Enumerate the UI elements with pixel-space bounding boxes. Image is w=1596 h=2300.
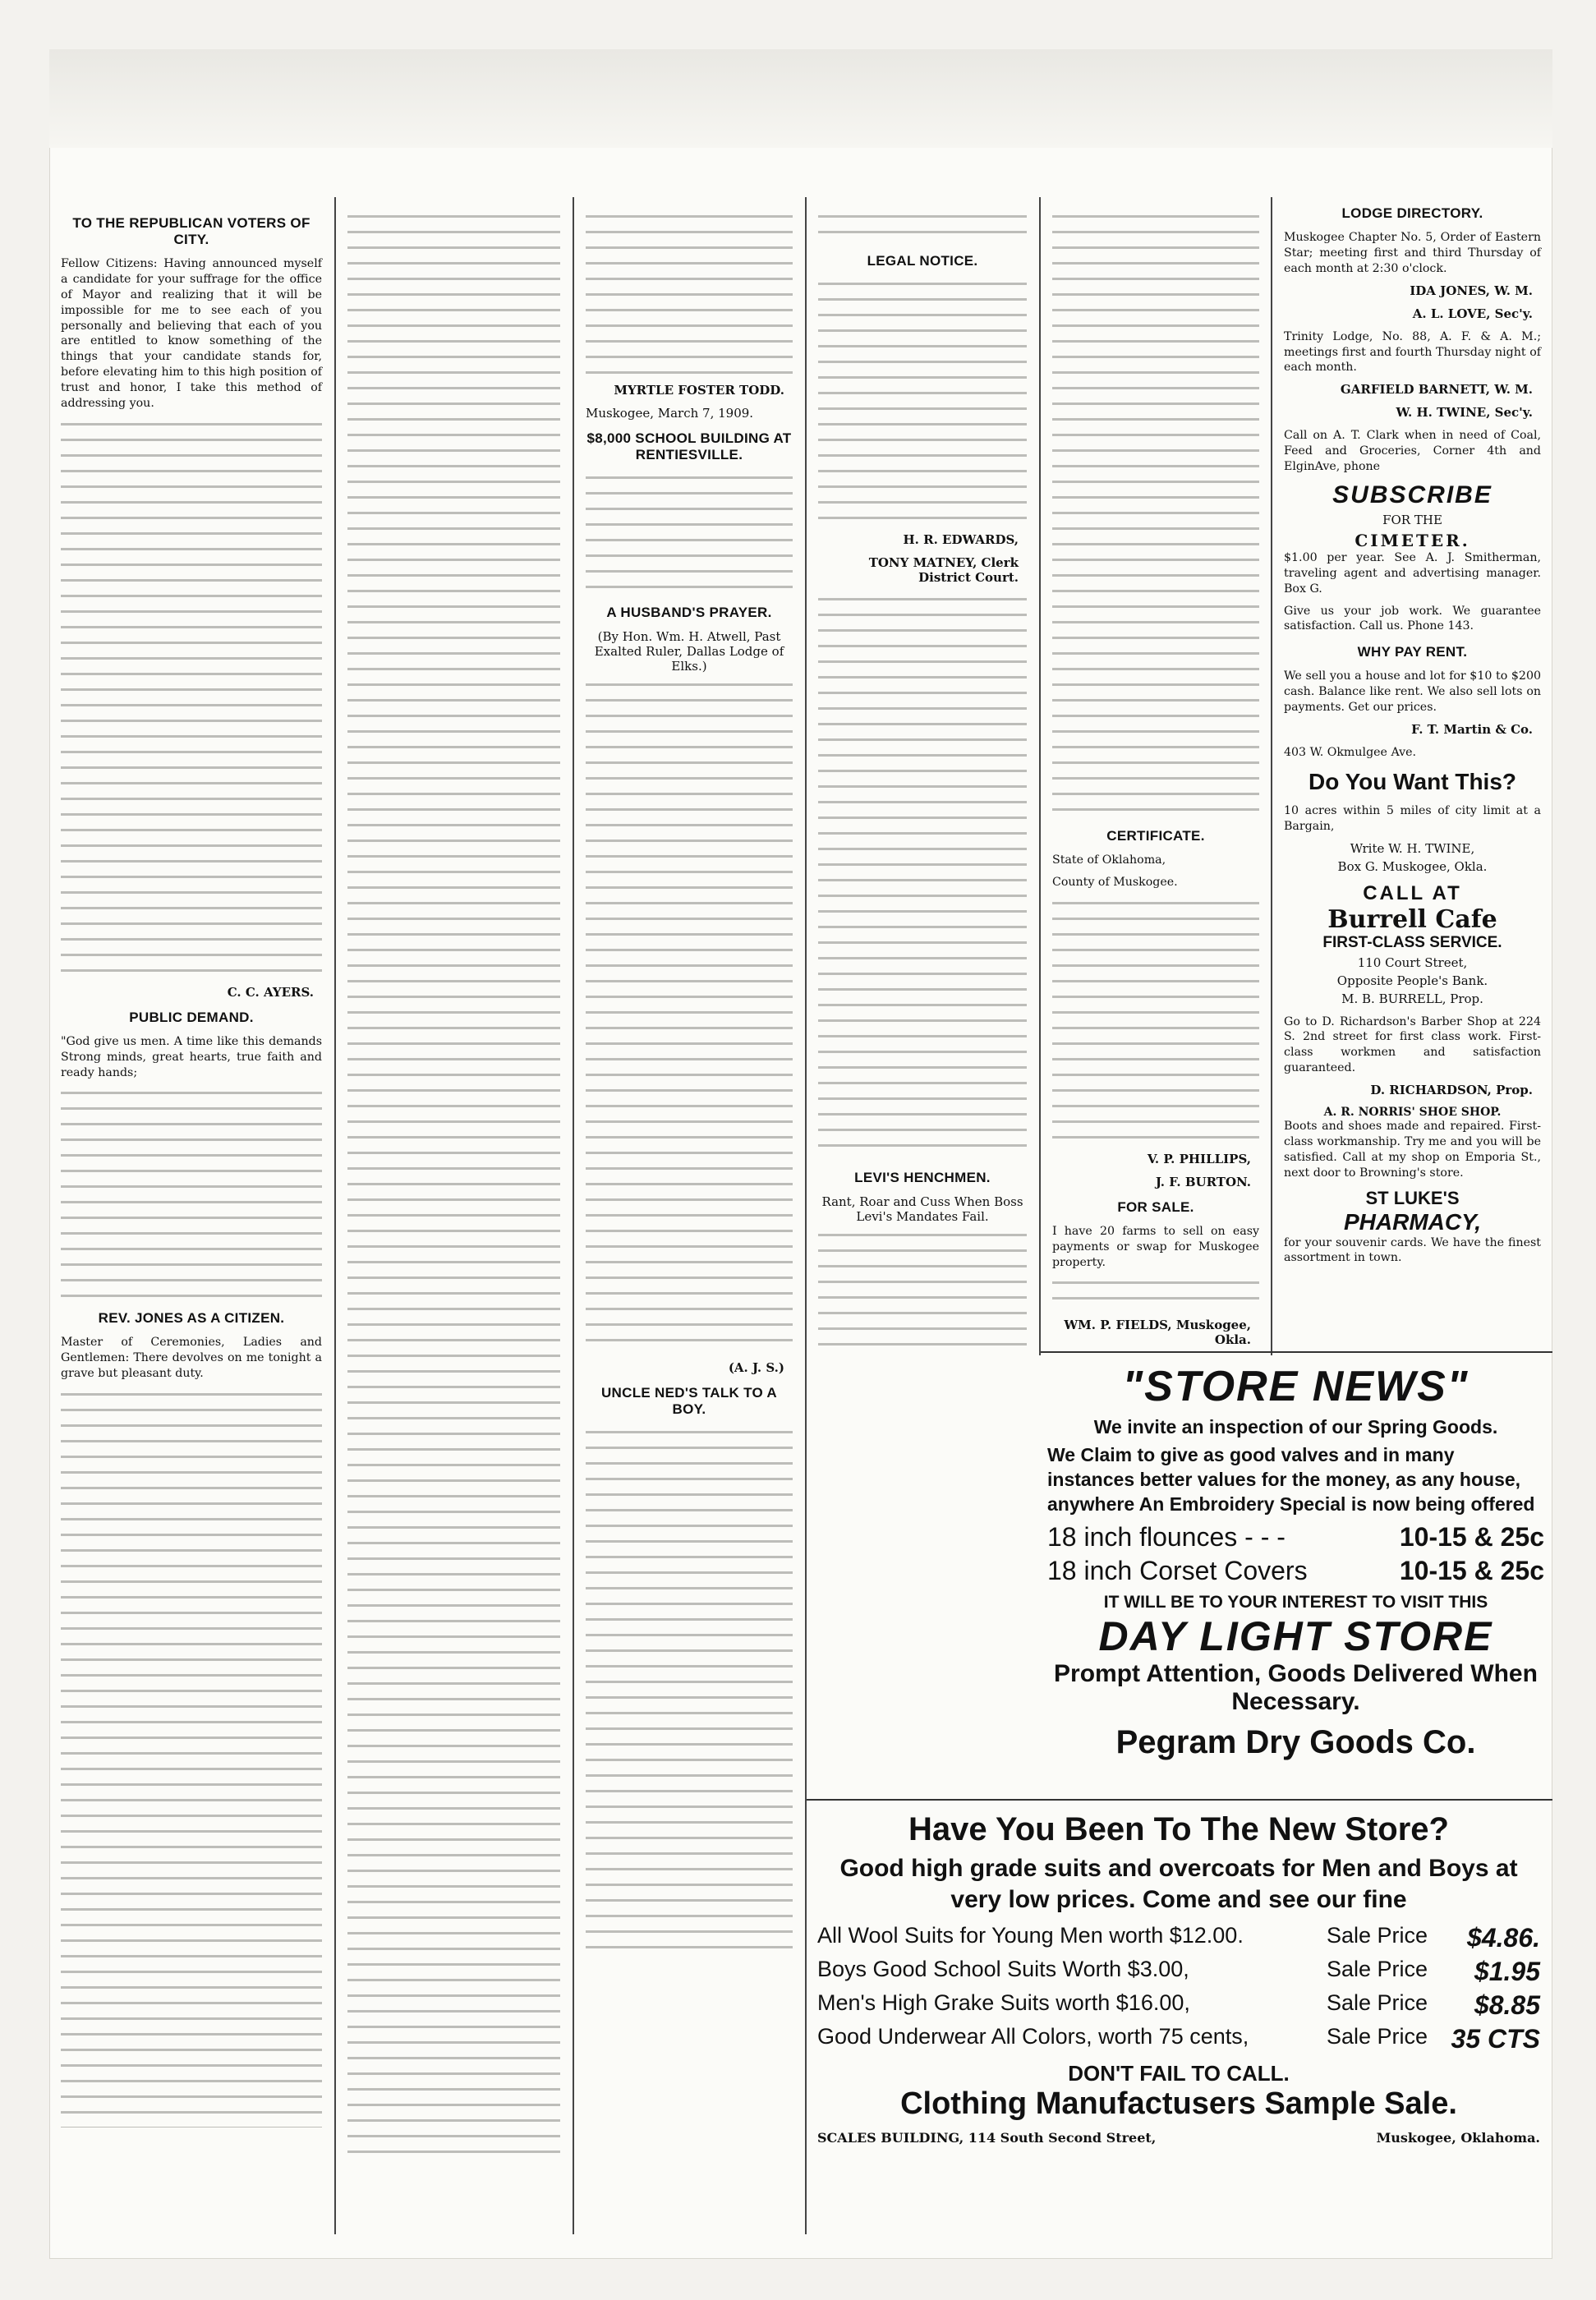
signature: TONY MATNEY, Clerk District Court. xyxy=(868,555,1019,585)
sale-label: Sale Price xyxy=(1327,1990,1428,2015)
lodge-entry: Muskogee Chapter No. 5, Order of Eastern Star; meeting first and third Thursday of each month at 2:30 o'clock. xyxy=(1284,231,1541,275)
sale-label: Sale Price xyxy=(1327,1957,1428,1981)
signature: WM. P. FIELDS, Muskogee, Okla. xyxy=(1064,1318,1251,1348)
body-text-block xyxy=(818,1229,1027,1355)
sale-price: 35 CTS xyxy=(1451,2024,1540,2054)
item-name: Boys Good School Suits Worth $3.00, xyxy=(817,1957,1189,1981)
headline: REV. JONES AS A CITIZEN. xyxy=(98,1310,285,1327)
certificate-county: County of Muskogee. xyxy=(1052,875,1178,889)
ad-address: 110 Court Street, xyxy=(1357,954,1468,970)
ad-address: 403 W. Okmulgee Ave. xyxy=(1284,745,1417,759)
ad-text: IT WILL BE TO YOUR INTEREST TO VISIT THIS xyxy=(1103,1592,1488,1612)
price-row xyxy=(817,2024,1540,2054)
ad-footer xyxy=(817,2130,1540,2146)
price-row xyxy=(817,1923,1540,1953)
headline: UNCLE NED'S TALK TO A BOY. xyxy=(600,1385,778,1417)
ad-text: for your souvenir cards. We have the finest assortment in town. xyxy=(1284,1235,1541,1265)
ad-text: We invite an inspection of our Spring Goods. xyxy=(1093,1416,1498,1438)
ad-heading: Burrell Cafe xyxy=(1327,904,1497,934)
price-row xyxy=(817,1990,1540,2021)
ad-heading: A. R. NORRIS' SHOE SHOP. xyxy=(1323,1106,1502,1119)
ad-heading: CALL AT xyxy=(1363,881,1462,904)
lodge-entry: Trinity Lodge, No. 88, A. F. & A. M.; meetings first and fourth Thursday night of each month. xyxy=(1284,329,1541,375)
body-text-block xyxy=(1052,210,1259,818)
headline: TO THE REPUBLICAN VOTERS OF CITY. xyxy=(72,215,310,247)
signature: GARFIELD BARNETT, W. M. xyxy=(1340,382,1533,398)
headline: LEVI'S HENCHMEN. xyxy=(854,1170,991,1185)
headline: A HUSBAND'S PRAYER. xyxy=(606,605,772,620)
item-price: 10-15 & 25c xyxy=(1399,1521,1544,1552)
ad-text: Call on A. T. Clark when in need of Coal, Feed and Groceries, Corner 4th and ElginAve, phone xyxy=(1284,429,1541,473)
item-name: 18 inch Corset Covers xyxy=(1047,1555,1308,1585)
ad-title: DAY LIGHT STORE xyxy=(1098,1612,1493,1659)
sale-price: $8.85 xyxy=(1474,1990,1540,2020)
column-5 xyxy=(1041,148,1271,1355)
signature: V. P. PHILLIPS, xyxy=(1147,1151,1251,1166)
price-row xyxy=(817,1957,1540,1987)
ad-store-name: Pegram Dry Goods Co. xyxy=(1115,1723,1476,1760)
item-name: Good Underwear All Colors, worth 75 cents, xyxy=(817,2024,1249,2049)
subheadline: Rant, Roar and Cuss When Boss Levi's Mandates Fail. xyxy=(821,1194,1023,1224)
ad-text: We sell you a house and lot for $10 to $200 cash. Balance like rent. We also sell lots on payments. Get our prices. xyxy=(1284,669,1541,714)
ad-text: Boots and shoes made and repaired. First-class workmanship. Try me and you will be satisfied. Call at my shop on Emporia St., next door to Browning's store. xyxy=(1284,1120,1541,1180)
body-text-block xyxy=(818,278,1027,524)
headline: WHY PAY RENT. xyxy=(1357,644,1468,660)
ad-city: Muskogee, Oklahoma. xyxy=(1376,2130,1540,2146)
ad-store-name: Clothing Manufactusers Sample Sale. xyxy=(900,2086,1457,2121)
ad-text: Good high grade suits and overcoats for Men and Boys at very low prices. Come and see our fine xyxy=(839,1855,1518,1913)
article-paragraph: Fellow Citizens: Having announced myself a candidate for your suffrage for the office of Mayor and realizing that it will be impossible for me to see each of you personally and believing that each of you are entitled to know something of the things that your candidate stands for, before elevating him to this high position of trust and honor, I take this method of addressing you. xyxy=(61,257,322,410)
ad-subheading: FIRST-CLASS SERVICE. xyxy=(1322,933,1502,951)
column-6 xyxy=(1272,148,1552,1355)
page-top-margin xyxy=(49,49,1552,148)
body-text-block xyxy=(61,1087,322,1300)
ad-text: 10 acres within 5 miles of city limit at a Bargain, xyxy=(1284,803,1541,833)
ad-text: Give us your job work. We guarantee satisfaction. Call us. Phone 143. xyxy=(1284,604,1541,633)
signature: IDA JONES, W. M. xyxy=(1410,283,1533,298)
certificate-state: State of Oklahoma, xyxy=(1052,853,1166,867)
subscribe-heading: SUBSCRIBE xyxy=(1332,481,1493,508)
body-text-block xyxy=(347,210,560,2165)
column-4 xyxy=(807,148,1038,1355)
ad-contact: Write W. H. TWINE, xyxy=(1350,840,1475,856)
item-price: 10-15 & 25c xyxy=(1399,1555,1544,1585)
body-text-block xyxy=(818,210,1027,243)
item-name: 18 inch flounces - - - xyxy=(1047,1521,1286,1552)
ad-text: DON'T FAIL TO CALL. xyxy=(1068,2061,1290,2086)
ad-title: "STORE NEWS" xyxy=(1122,1363,1470,1410)
signature: F. T. Martin & Co. xyxy=(1411,721,1533,737)
signature: J. F. BURTON. xyxy=(1155,1174,1251,1189)
body-text-block xyxy=(1052,1276,1259,1309)
clothing-sale-ad xyxy=(817,1811,1540,2238)
ad-border xyxy=(807,1799,1552,1801)
ad-heading: PHARMACY, xyxy=(1344,1208,1481,1235)
sale-label: Sale Price xyxy=(1327,2024,1428,2049)
body-text-block xyxy=(1052,897,1259,1143)
poem-text: "God give us men. A time like this demands Strong minds, great hearts, true faith and ready hands; xyxy=(61,1034,322,1079)
column-3 xyxy=(574,148,804,2242)
ad-contact: Box G. Muskogee, Okla. xyxy=(1337,858,1488,874)
item-name: All Wool Suits for Young Men worth $12.00. xyxy=(817,1923,1244,1948)
headline: CERTIFICATE. xyxy=(1106,828,1205,844)
cimeter-name: CIMETER. xyxy=(1355,530,1470,550)
signature: (A. J. S.) xyxy=(728,1360,784,1375)
ad-title: Have You Been To The New Store? xyxy=(908,1811,1449,1847)
body-text-block xyxy=(586,1426,793,1952)
signature: A. L. LOVE, Sec'y. xyxy=(1412,306,1533,321)
ad-border xyxy=(1041,1351,1552,1353)
body-text-block xyxy=(586,678,793,1352)
price-list xyxy=(817,1923,1540,2054)
price-row xyxy=(1047,1556,1544,1586)
ad-heading: ST LUKE'S xyxy=(1365,1187,1460,1208)
byline: (By Hon. Wm. H. Atwell, Past Exalted Ruler, Dallas Lodge of Elks.) xyxy=(594,629,784,674)
ad-heading: Do You Want This? xyxy=(1308,768,1516,794)
sale-label: Sale Price xyxy=(1327,1923,1428,1948)
column-2 xyxy=(336,148,572,2242)
headline: $8,000 SCHOOL BUILDING AT RENTIESVILLE. xyxy=(586,430,792,462)
price-row xyxy=(1047,1522,1544,1552)
body-text-block xyxy=(61,1388,322,2128)
signature: C. C. AYERS. xyxy=(227,984,314,1000)
ad-address: SCALES BUILDING, 114 South Second Street, xyxy=(817,2130,1157,2146)
signature: W. H. TWINE, Sec'y. xyxy=(1396,405,1533,421)
item-name: Men's High Grake Suits worth $16.00, xyxy=(817,1990,1190,2015)
signature: H. R. EDWARDS, xyxy=(903,532,1019,547)
sale-price: $1.95 xyxy=(1474,1957,1540,1986)
ad-address: Opposite People's Bank. xyxy=(1336,973,1488,988)
body-text-block xyxy=(586,472,793,595)
body-text-block xyxy=(61,418,322,977)
headline: LEGAL NOTICE. xyxy=(867,253,978,269)
signature: MYRTLE FOSTER TODD. xyxy=(614,383,784,398)
signature: D. RICHARDSON, Prop. xyxy=(1370,1083,1533,1097)
sale-price: $4.86. xyxy=(1467,1923,1540,1953)
body-text-block xyxy=(586,210,793,375)
newspaper-page xyxy=(49,49,1552,2259)
ad-text: $1.00 per year. See A. J. Smitherman, traveling agent and advertising manager. Box G. xyxy=(1284,550,1541,596)
store-news-ad xyxy=(1047,1362,1544,1773)
ad-text: We Claim to give as good valves and in many instances better values for the money, as any house, anywhere An Embroidery Special is now being offered xyxy=(1047,1444,1535,1515)
body-text-block xyxy=(818,593,1027,1160)
ad-text: Prompt Attention, Goods Delivered When Necessary. xyxy=(1054,1659,1538,1715)
subscribe-for: FOR THE xyxy=(1382,512,1442,527)
ad-text: I have 20 farms to sell on easy payments or swap for Muskogee property. xyxy=(1052,1224,1259,1269)
dateline: Muskogee, March 7, 1909. xyxy=(586,406,754,421)
ad-text: Go to D. Richardson's Barber Shop at 224 S. 2nd street for first class work. First-class workmen and satisfaction guaranteed. xyxy=(1284,1014,1541,1075)
lodge-directory-title: LODGE DIRECTORY. xyxy=(1341,205,1483,221)
article-paragraph: Master of Ceremonies, Ladies and Gentlemen: There devolves on me tonight a grave but pleasant duty. xyxy=(61,1336,322,1381)
headline: FOR SALE. xyxy=(1117,1198,1194,1215)
ad-proprietor: M. B. BURRELL, Prop. xyxy=(1341,991,1483,1006)
column-1 xyxy=(49,148,333,2242)
headline: PUBLIC DEMAND. xyxy=(129,1009,254,1025)
